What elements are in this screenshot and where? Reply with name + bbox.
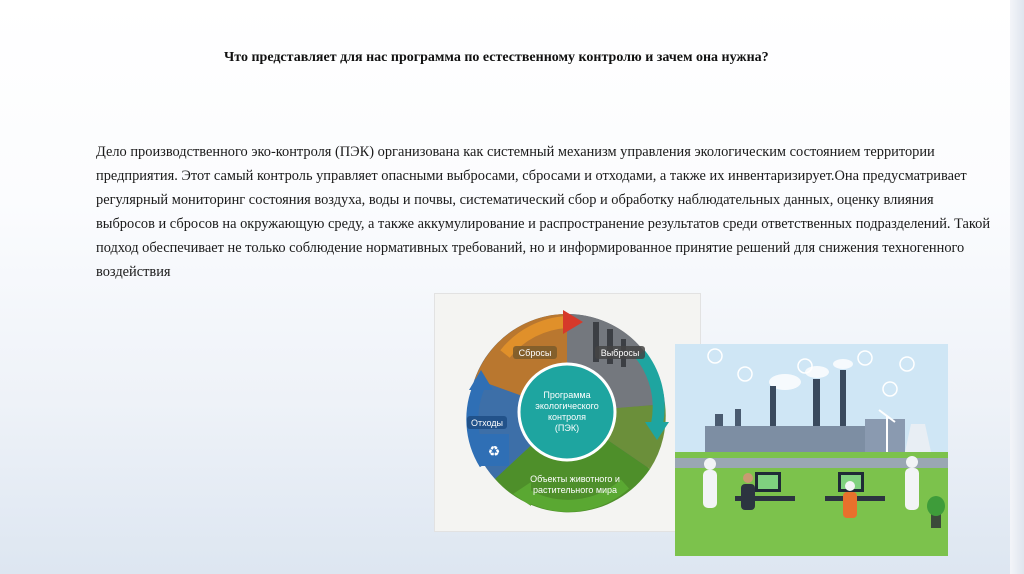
cycle-label-vybrosy: Выбросы [600, 348, 640, 358]
factory-monitoring-illustration [675, 344, 948, 556]
cycle-center-line2: экологического [535, 401, 599, 411]
cycle-label-bottom2: растительного мира [532, 485, 618, 495]
cycle-center-line1: Программа [543, 390, 591, 400]
slide-title: Что представляет для нас программа по естественному контролю и зачем она нужна? [224, 50, 769, 65]
cycle-label-othody: Отходы [470, 418, 504, 428]
cycle-center-line3: контроля [547, 412, 587, 422]
slide-body-text: Дело производственного эко-контроля (ПЭК) организована как системный механизм управления экологическим состоянием территории предприятия. Этот самый контроль управляет опасными выбросами, сбросами и отходами, а также их инвентаризирует.Она предусматривает регулярный мониторинг состояния воздуха, воды и почвы, систематический сбор и обработку наблюдательных данных, оценку влияния выбросов и сбросов на окружающую среду, а также аккумулирование и распространение результатов среди ответственных подразделений. Такой подход обеспечивает не только соблюдение нормативных требований, но и информированное принятие решений для снижения техногенного воздействия [96, 144, 991, 280]
pek-cycle-illustration [434, 293, 701, 532]
slide-edge-bar [1010, 0, 1024, 574]
cycle-label-sbrosy: Сбросы [518, 348, 552, 358]
recycle-icon: ♻ [487, 443, 501, 459]
cycle-center-line4: (ПЭК) [554, 423, 580, 433]
cycle-label-bottom1: Объекты животного и [530, 474, 620, 484]
